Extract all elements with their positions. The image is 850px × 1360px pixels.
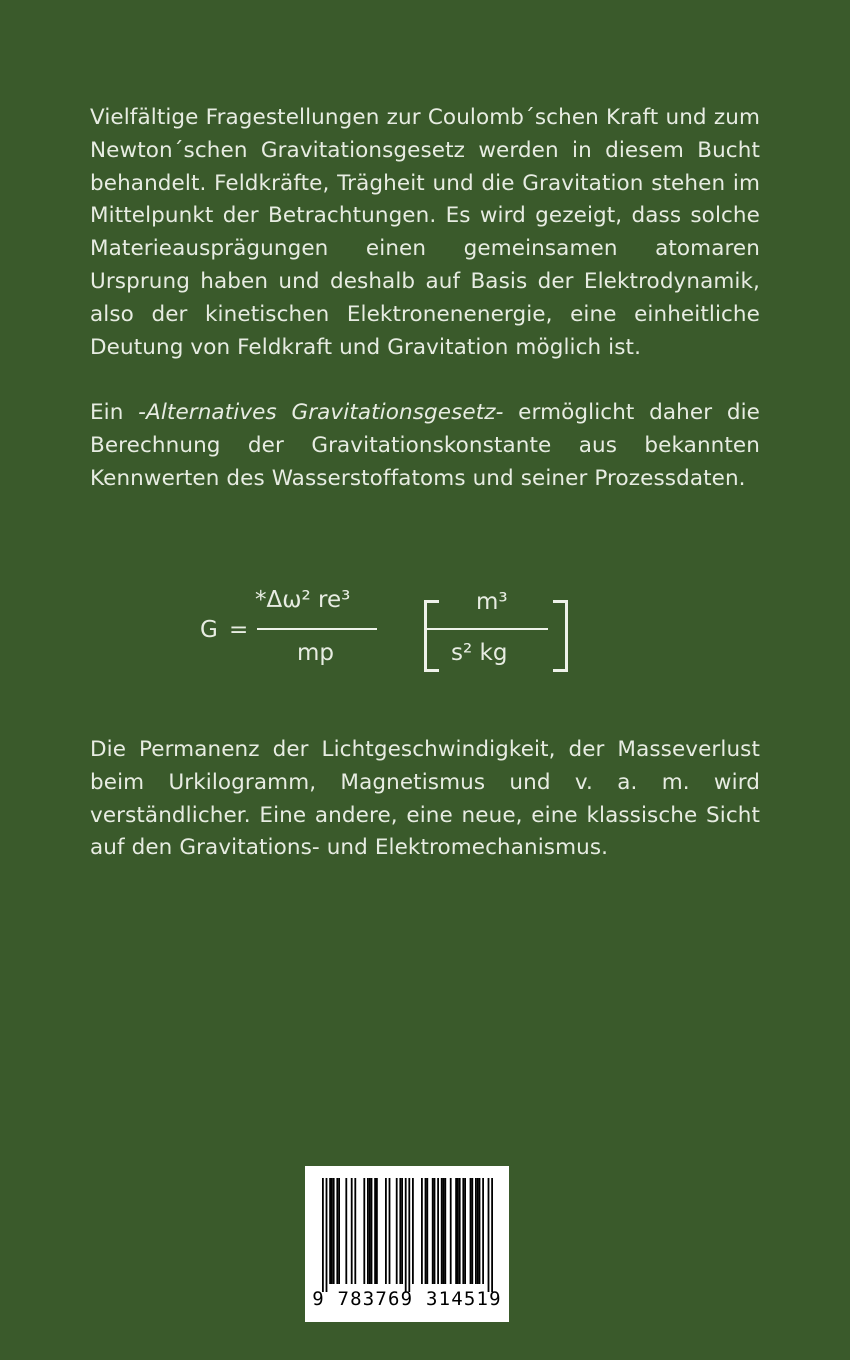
barcode-bar — [444, 1178, 446, 1284]
barcode-bar — [426, 1178, 428, 1284]
barcode-bar — [345, 1178, 347, 1284]
barcode-bar — [401, 1178, 403, 1284]
barcode-bar — [408, 1178, 410, 1292]
unit-denominator: s² kg — [451, 640, 508, 666]
alternative-law-title: -Alternatives Gravitationsgesetz- — [138, 400, 504, 425]
barcode-bar — [459, 1178, 461, 1284]
barcode-bar — [471, 1178, 473, 1284]
barcode-bar — [405, 1178, 407, 1292]
barcode-bar — [396, 1178, 398, 1284]
unit-fraction-bar — [427, 628, 548, 630]
isbn-digits: 9 783769 314519 — [312, 1288, 502, 1310]
barcode-bar — [371, 1178, 373, 1284]
paragraph-2-prefix: Ein — [90, 400, 139, 425]
barcode-bar — [437, 1178, 439, 1284]
formula-fraction-bar — [257, 628, 377, 630]
barcode-bar — [336, 1178, 338, 1284]
barcode-bar — [477, 1178, 479, 1284]
description-paragraph-2 — [90, 397, 760, 495]
barcode-bar — [338, 1178, 340, 1284]
description-paragraph-3: Die Permanenz der Lichtgeschwindigkeit, der Masseverlust beim Urkilogramm, Magnetismus und v. a. m. wird verständlicher. Eine andere, eine neue, eine klassische Sicht auf den Gravitations- und Elektromechanismus. — [90, 737, 760, 861]
barcode-bar — [479, 1178, 481, 1284]
barcode-bar — [363, 1178, 365, 1284]
barcode-bar — [329, 1178, 331, 1284]
formula-denominator: mp — [297, 640, 335, 666]
barcode-bar — [367, 1178, 369, 1284]
barcode-bar — [333, 1178, 335, 1284]
barcode-bar — [434, 1178, 436, 1284]
barcode-bar — [455, 1178, 457, 1284]
barcode-bar — [399, 1178, 401, 1284]
barcode-bar — [412, 1178, 414, 1284]
unit-bracket-left — [424, 600, 439, 672]
barcode-bar — [450, 1178, 452, 1284]
barcode-bar — [462, 1178, 464, 1284]
barcode-bar — [351, 1178, 353, 1284]
unit-bracket-right — [553, 600, 568, 672]
barcode-bar — [331, 1178, 333, 1284]
barcode-bar — [374, 1178, 376, 1284]
barcode-bar — [470, 1178, 472, 1284]
barcode-bar — [376, 1178, 378, 1284]
formula-lhs: G — [200, 617, 218, 643]
isbn-barcode — [305, 1166, 509, 1322]
barcode-bar — [441, 1178, 443, 1284]
description-paragraph-1: Vielfältige Fragestellungen zur Coulomb´schen Kraft und zum Newton´schen Gravitationsgesetz werden in diesem Bucht behandelt. Feldkräfte, Trägheit und die Gravitation stehen im Mittelpunkt der Betrachtungen. Es wird gezeigt, dass solche Materieausprägungen einen gemeinsamen atomaren Ursprung haben und deshalb auf Basis der Elektrodynamik, also der kinetischen Elektronenenergie, eine einheitliche Deutung von Feldkraft und Gravitation möglich ist. — [90, 105, 760, 360]
barcode-bar — [425, 1178, 427, 1284]
formula-numerator: *Δω² re³ — [255, 587, 351, 613]
barcode-bar — [443, 1178, 445, 1284]
barcode-bar — [322, 1178, 324, 1292]
barcode-bar — [464, 1178, 466, 1284]
barcode-bar — [491, 1178, 493, 1292]
barcode-bar — [482, 1178, 484, 1284]
barcode-bar — [389, 1178, 391, 1284]
paragraph-2-suffix: ermöglicht daher die Berechnung der Gravitationskonstante aus bekannten Kennwerten des Wasserstoffatoms und seiner Prozessdaten. — [90, 400, 760, 491]
barcode-bar — [475, 1178, 477, 1284]
barcode-bar — [488, 1178, 490, 1292]
barcode-bar — [326, 1178, 328, 1292]
barcode-bar — [354, 1178, 356, 1284]
barcode-bar — [369, 1178, 371, 1284]
barcode-bar — [385, 1178, 387, 1284]
barcode-bar — [457, 1178, 459, 1284]
barcode-bar — [432, 1178, 434, 1284]
formula-equals: = — [229, 617, 249, 643]
unit-numerator: m³ — [476, 589, 508, 615]
barcode-bar — [421, 1178, 423, 1284]
